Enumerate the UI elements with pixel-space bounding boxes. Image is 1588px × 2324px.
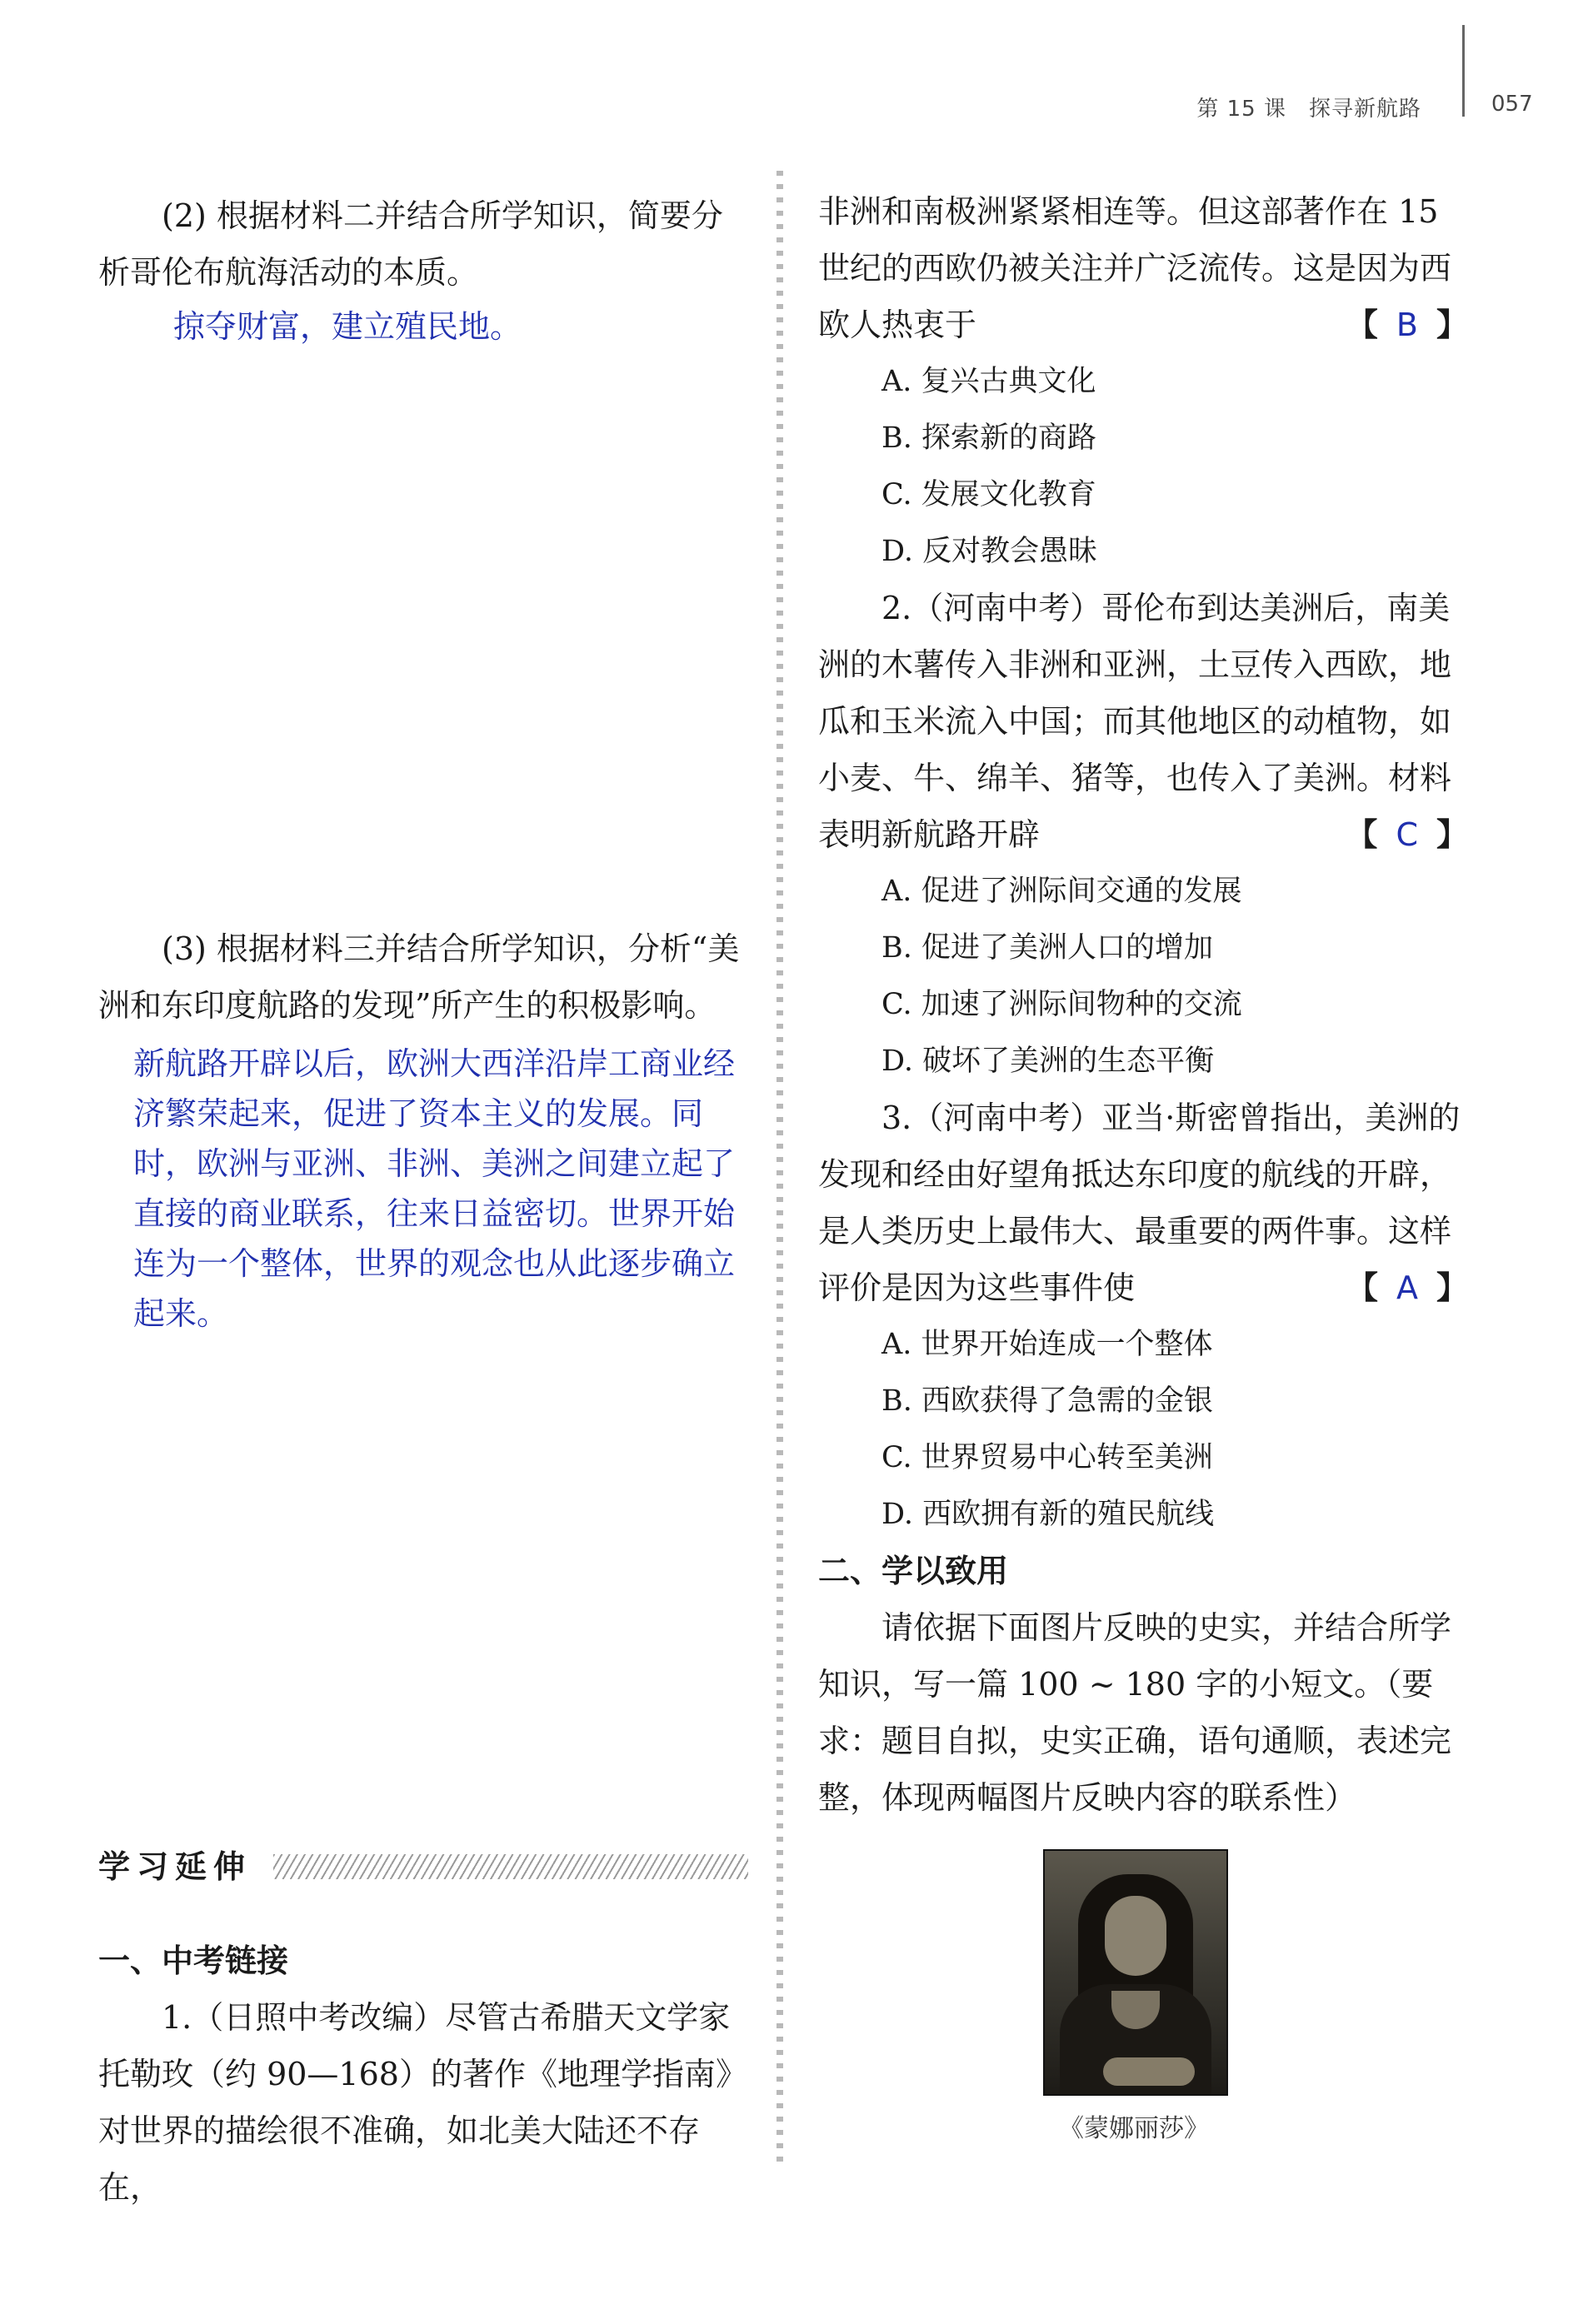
answer-bracket-3: 【 A 】 [1346, 1269, 1468, 1306]
option: A. 复兴古典文化 [881, 365, 1096, 398]
mc-question-1-cont [818, 183, 1468, 353]
subsection-1-title: 一、中考链接 [98, 1942, 289, 1979]
right-column [818, 183, 1468, 1826]
option: B. 西欧获得了急需的金银 [881, 1384, 1213, 1418]
option: C. 发展文化教育 [881, 478, 1096, 511]
section-title [98, 1841, 748, 1891]
mc-question-1-start: 1.（日照中考改编）尽管古希腊天文学家托勒玫（约 90—168）的著作《地理学指南》对世界的描绘很不准确，如北美大陆还不存在， [98, 1999, 747, 2206]
answer-3-choice: A [1396, 1269, 1418, 1306]
mc-question-3-text: 3.（河南中考）亚当·斯密曾指出，美洲的发现和经由好望角抵达东印度的航线的开辟，是人类历史上最伟大、最重要的两件事。这样评价是因为这些事件使 [818, 1100, 1461, 1306]
answer-bracket-1: 【 B 】 [1346, 307, 1468, 343]
mc-question-3 [818, 1090, 1468, 1316]
writing-task: 请依据下面图片反映的史实，并结合所学知识，写一篇 100 ~ 180 字的小短文。（要求：题目自拟，史实正确，语句通顺，表述完整，体现两幅图片反映内容的联系性） [818, 1609, 1452, 1816]
subsection-2-title: 二、学以致用 [818, 1553, 1009, 1589]
header-lesson: 第 15 课 探寻新航路 [1196, 97, 1421, 122]
left-column-q3 [98, 920, 748, 1339]
column-divider [777, 171, 783, 2170]
left-column-links [98, 1933, 748, 2216]
option: B. 探索新的商路 [881, 421, 1096, 455]
left-column [98, 187, 748, 352]
option: D. 破坏了美洲的生态平衡 [881, 1045, 1215, 1078]
header-rule [1462, 25, 1465, 117]
option: A. 促进了洲际间交通的发展 [881, 875, 1242, 908]
section-title-label: 学习延伸 [98, 1848, 265, 1885]
mc-question-2-text: 2.（河南中考）哥伦布到达美洲后，南美洲的木薯传入非洲和亚洲，土豆传入西欧，地瓜和玉米流入中国；而其他地区的动植物，如小麦、牛、绵羊、猪等，也传入了美洲。材料表明新航路开辟 [818, 590, 1452, 853]
option: D. 反对教会愚昧 [881, 535, 1098, 568]
question-3: (3) 根据材料三并结合所学知识，分析“美洲和东印度航路的发现”所产生的积极影响。 [98, 930, 740, 1024]
option: C. 世界贸易中心转至美洲 [881, 1441, 1213, 1474]
section-hatch [273, 1854, 748, 1879]
answer-1: B [1396, 307, 1418, 343]
image-caption: 《蒙娜丽莎》 [1059, 2114, 1209, 2143]
mc-question-1-text: 非洲和南极洲紧紧相连等。但这部著作在 15 世纪的西欧仍被关注并广泛流传。这是因为西欧人热衷于 [818, 193, 1452, 343]
option: A. 世界开始连成一个整体 [881, 1328, 1213, 1361]
answer-bracket-2: 【 C 】 [1346, 816, 1468, 853]
mc-question-2 [818, 580, 1468, 863]
option: D. 西欧拥有新的殖民航线 [881, 1498, 1215, 1531]
answer-2-choice: C [1396, 816, 1418, 853]
answer-2: 掠夺财富，建立殖民地。 [173, 308, 522, 345]
option: C. 加速了洲际间物种的交流 [881, 988, 1242, 1021]
mona-lisa-image [1043, 1849, 1228, 2096]
option: B. 促进了美洲人口的增加 [881, 931, 1213, 965]
answer-3: 新航路开辟以后，欧洲大西洋沿岸工商业经济繁荣起来，促进了资本主义的发展。同时，欧洲与亚洲、非洲、美洲之间建立起了直接的商业联系，往来日益密切。世界开始连为一个整体，世界的观念也从此逐步确立起来。 [133, 1045, 736, 1332]
page-number: 057 [1491, 92, 1533, 117]
question-2: (2) 根据材料二并结合所学知识，简要分析哥伦布航海活动的本质。 [98, 197, 723, 291]
